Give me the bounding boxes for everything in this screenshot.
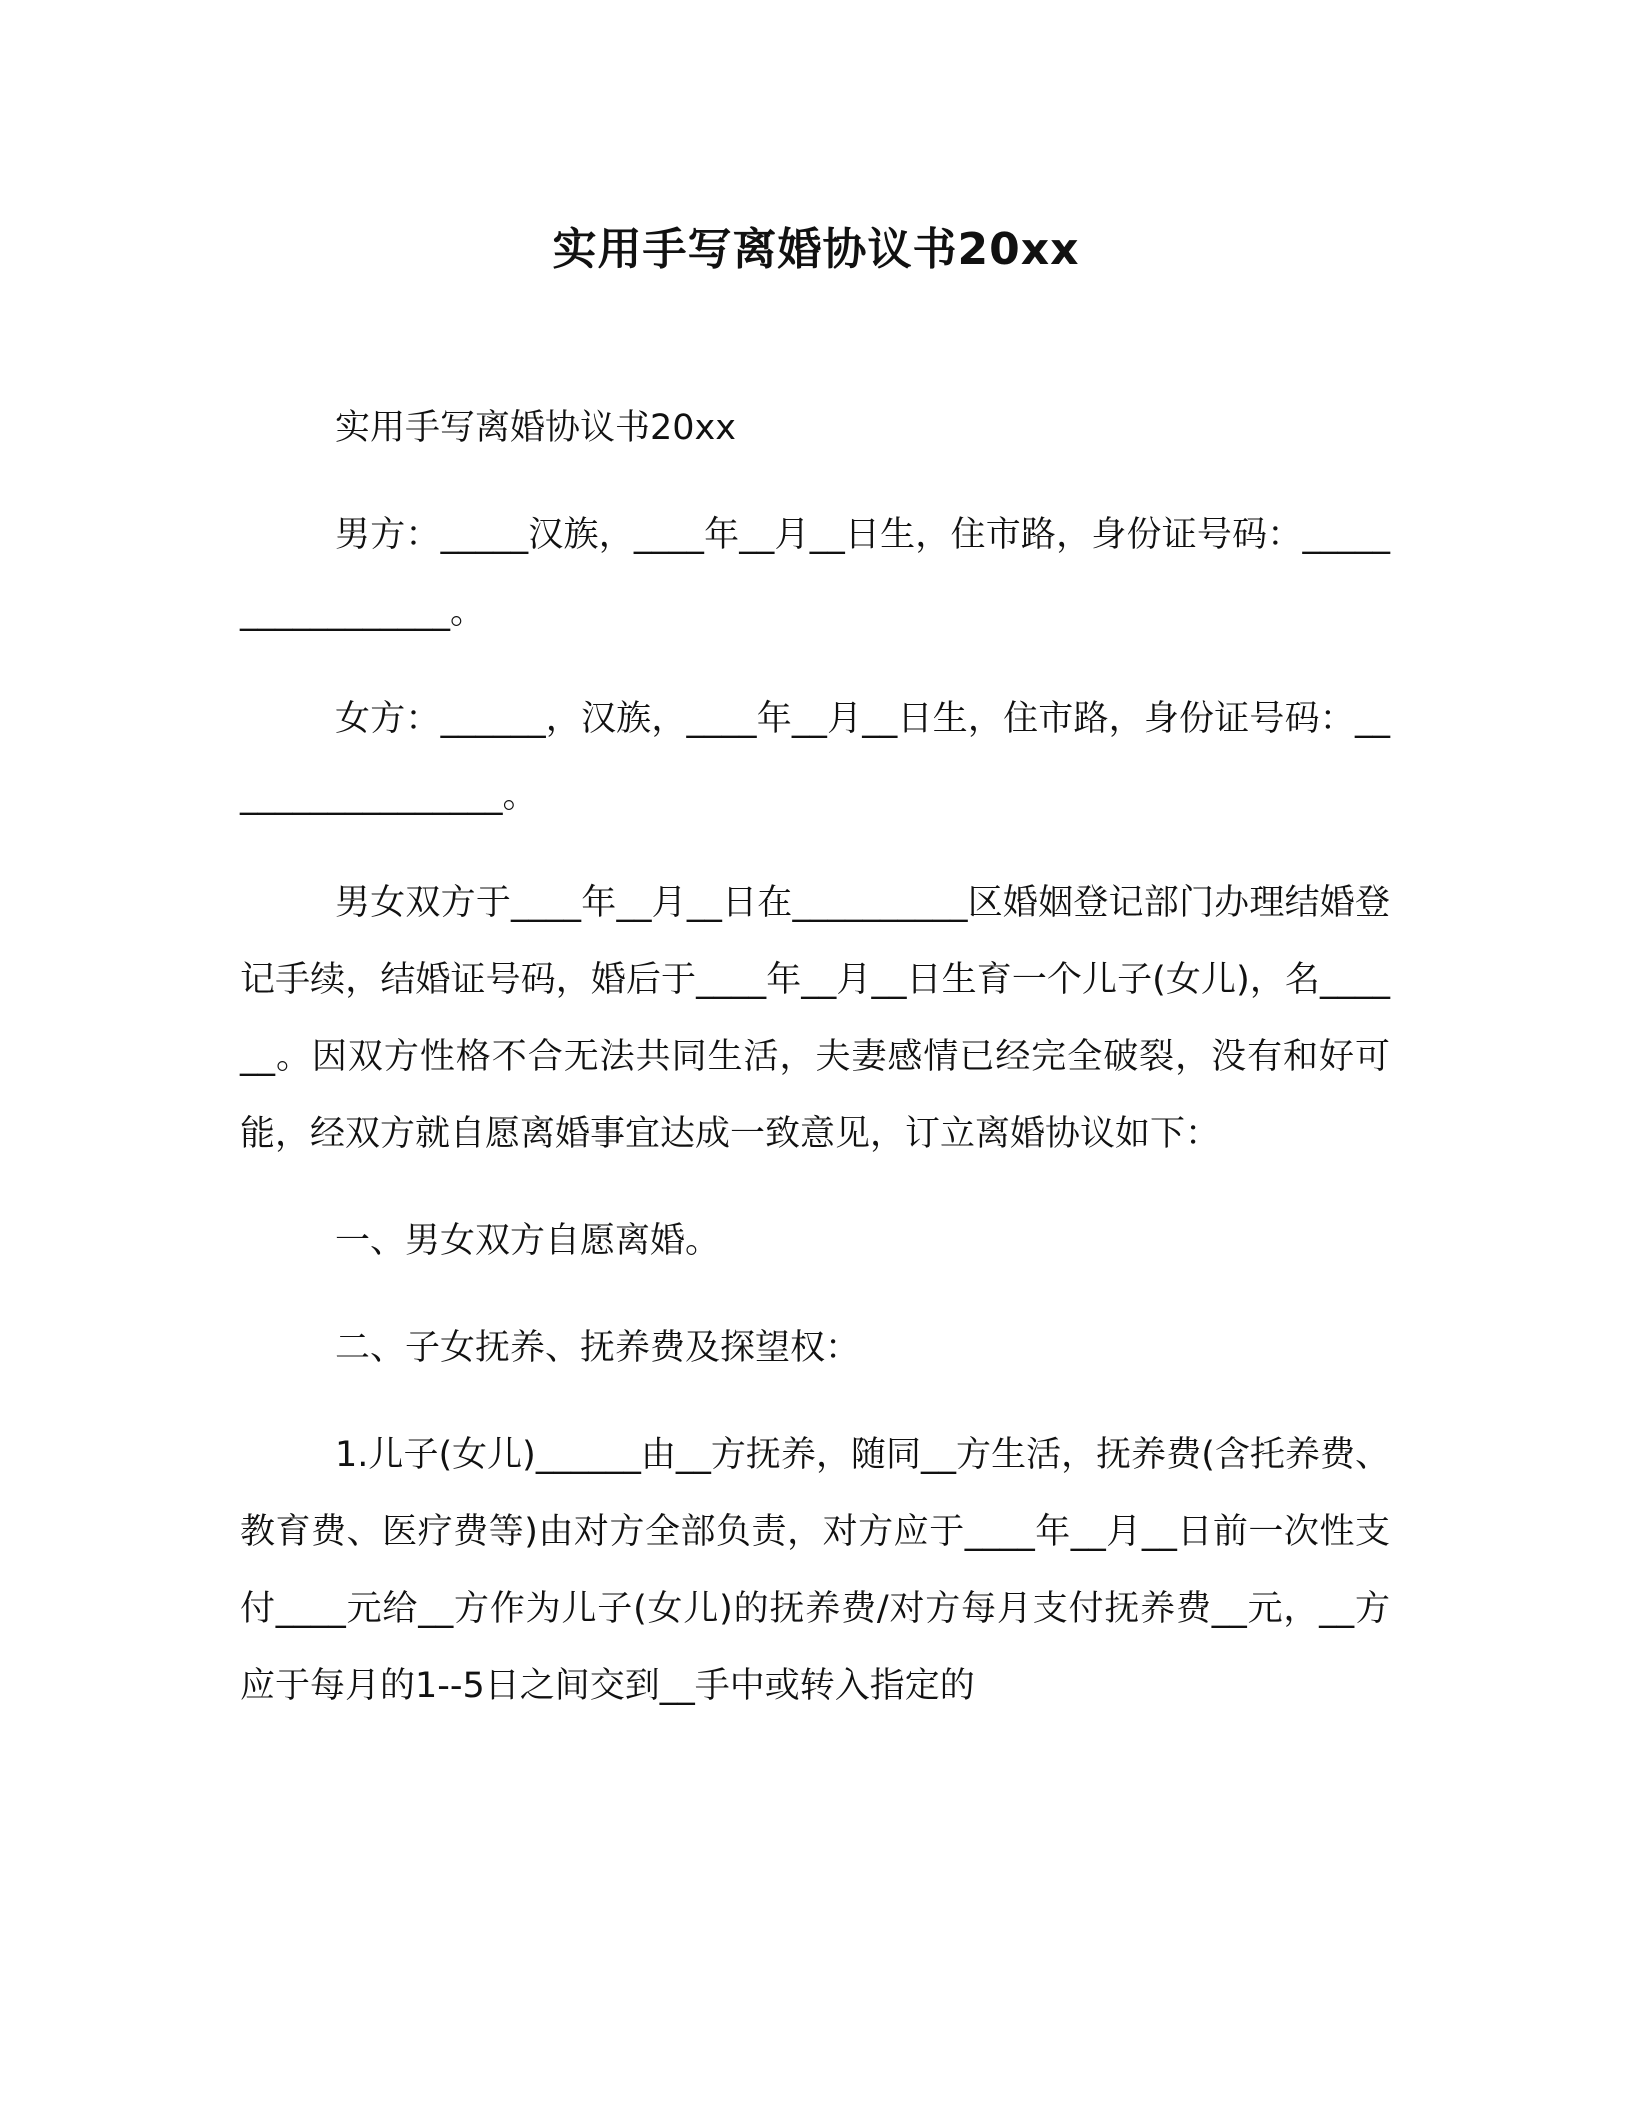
male-party-paragraph: 男方：_____汉族，____年__月__日生，住市路，身份证号码：_________________。 bbox=[240, 515, 1390, 632]
clause-two-heading: 二、子女抚养、抚养费及探望权： bbox=[335, 1328, 861, 1368]
document-body bbox=[240, 390, 1390, 1755]
clause-one-paragraph: 一、男女双方自愿离婚。 bbox=[335, 1221, 721, 1261]
female-party-paragraph: 女方：______，汉族，____年__月__日生，住市路，身份证号码：_________________。 bbox=[240, 699, 1390, 816]
subtitle-paragraph: 实用手写离婚协议书20xx bbox=[335, 408, 736, 448]
child-support-paragraph: 1.儿子(女儿)______由__方抚养，随同__方生活，抚养费(含托养费、教育费、医疗费等)由对方全部负责，对方应于____年__月__日前一次性支付____元给__方作为儿子(女儿)的抚养费/对方每月支付抚养费__元，__方应于每月的1--5日之间交到__手中或转入指定的 bbox=[240, 1435, 1390, 1706]
marriage-background-paragraph: 男女双方于____年__月__日在__________区婚姻登记部门办理结婚登记手续，结婚证号码，婚后于____年__月__日生育一个儿子(女儿)，名______。因双方性格不合无法共同生活，夫妻感情已经完全破裂，没有和好可能，经双方就自愿离婚事宜达成一致意见，订立离婚协议如下： bbox=[240, 883, 1390, 1154]
document-title: 实用手写离婚协议书20xx bbox=[552, 224, 1080, 275]
